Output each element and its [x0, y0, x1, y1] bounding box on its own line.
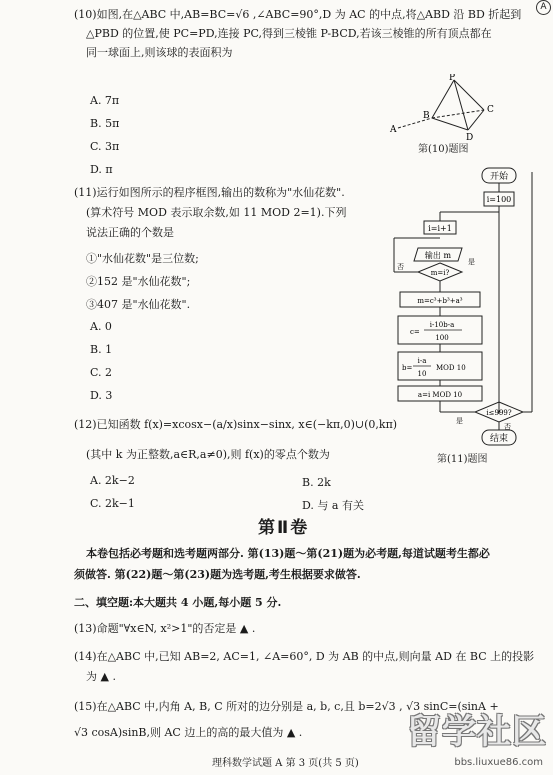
section-part-heading: 二、填空题:本大题共 4 小题,每小题 5 分. — [74, 596, 282, 609]
q11-option-b: B. 1 — [90, 343, 113, 356]
q10-option-b: B. 5π — [90, 117, 120, 130]
flow-cond-2: i≤999? — [486, 409, 512, 417]
flow-m-calc: m=c³+b³+a³ — [417, 297, 463, 305]
q11-figure-caption: 第(11)题图 — [437, 454, 488, 465]
flow-no-2: 否 — [504, 423, 511, 431]
watermark-logo: 留学社区 — [407, 711, 547, 752]
flow-c-num: i-10b-a — [429, 321, 455, 329]
q15-line2: √3 cosA)sinB,则 AC 边上的高的最大值为 ▲ . — [74, 726, 303, 739]
q11-line2: (算术符号 MOD 表示取余数,如 11 MOD 2=1).下列 — [86, 206, 347, 219]
q10-label-b: B — [423, 111, 430, 121]
q11-option-c: C. 2 — [90, 366, 113, 379]
q11-statement-1: ①"水仙花数"是三位数; — [86, 252, 199, 265]
section-title: 第Ⅱ卷 — [258, 518, 310, 538]
page-footer: 理科数学试题 A 第 3 页(共 5 页) — [212, 758, 359, 769]
q10-line2: △PBD 的位置,使 PC=PD,连接 PC,得到三棱锥 P-BCD,若该三棱锥的所有顶点都在 — [86, 27, 492, 40]
q11-line3: 说法正确的个数是 — [86, 226, 174, 239]
q14-line2: 为 ▲ . — [86, 670, 116, 683]
flow-b-num: i-a — [417, 357, 427, 365]
flow-no-1: 否 — [397, 263, 404, 271]
q10-label-a: A — [390, 125, 397, 135]
q12-option-c: C. 2k−1 — [90, 497, 135, 510]
q13: (13)命题"∀x∈N, x²>1"的否定是 ▲ . — [74, 622, 256, 635]
q11-option-d: D. 3 — [90, 389, 113, 402]
q12-line2: (其中 k 为正整数,a∈R,a≠0),则 f(x)的零点个数为 — [86, 448, 330, 461]
flow-end: 结束 — [489, 434, 509, 444]
q10-figure-caption: 第(10)题图 — [418, 144, 469, 155]
q11-line1: (11)运行如图所示的程序框图,输出的数称为"水仙花数". — [74, 186, 345, 199]
flow-yes-2: 是 — [456, 417, 463, 425]
q10-label-d: D — [466, 133, 474, 142]
q12-option-b: B. 2k — [302, 476, 331, 489]
q10-line3: 同一球面上,则该球的表面积为 — [86, 46, 233, 59]
flow-cond-1: m=i? — [430, 269, 450, 277]
q10-line1: (10)如图,在△ABC 中,AB=BC=√6 ,∠ABC=90°,D 为 AC 的中点,将△ABD 沿 BD 折起到 — [74, 8, 522, 21]
q12-line1: (12)已知函数 f(x)=xcosx−(a/x)sinx−sinx, x∈(−kπ,0)∪(0,kπ) — [74, 418, 398, 431]
q15-line1: (15)在△ABC 中,内角 A, B, C 所对的边分别是 a, b, c,且 b=2√3 , √3 sinC=(sinA + — [74, 700, 499, 713]
q10-pyramid-figure — [388, 74, 528, 142]
flow-yes-1: 是 — [468, 258, 475, 266]
section-intro-1: 本卷包括必考题和选考题两部分. 第(13)题～第(21)题为必考题,每道试题考生都必 — [86, 547, 490, 560]
watermark-url: bbs.liuxue86.com — [454, 756, 543, 768]
paper-version-mark: A — [536, 0, 551, 15]
q11-flowchart — [380, 164, 540, 450]
flow-c-den: 100 — [435, 334, 449, 342]
q12-option-d: D. 与 a 有关 — [302, 499, 364, 512]
section-intro-2: 须做答. 第(22)题～第(23)题为选考题,考生根据要求做答. — [74, 568, 361, 581]
flow-start: 开始 — [489, 172, 509, 182]
q11-option-a: A. 0 — [90, 320, 112, 333]
q14-line1: (14)在△ABC 中,已知 AB=2, AC=1, ∠A=60°, D 为 AB 的中点,则向量 AD 在 BC 上的投影 — [74, 650, 535, 663]
q10-option-d: D. π — [90, 163, 113, 176]
flow-b-mod: MOD 10 — [436, 364, 466, 372]
q11-statement-2: ②152 是"水仙花数"; — [86, 275, 191, 288]
flow-output: 输出 m — [424, 251, 452, 260]
flow-c-label: c= — [410, 328, 420, 336]
q10-label-c: C — [487, 105, 494, 115]
flow-b-den: 10 — [417, 370, 427, 378]
flow-b-label: b= — [402, 364, 413, 372]
flow-init: i=100 — [486, 195, 512, 204]
q11-statement-3: ③407 是"水仙花数". — [86, 298, 191, 311]
q12-option-a: A. 2k−2 — [90, 474, 135, 487]
q10-option-a: A. 7π — [90, 94, 120, 107]
q10-option-c: C. 3π — [90, 140, 120, 153]
flow-increment: i=i+1 — [428, 224, 452, 233]
flow-a-calc: a=i MOD 10 — [417, 391, 463, 399]
q10-label-p: P — [449, 74, 456, 83]
